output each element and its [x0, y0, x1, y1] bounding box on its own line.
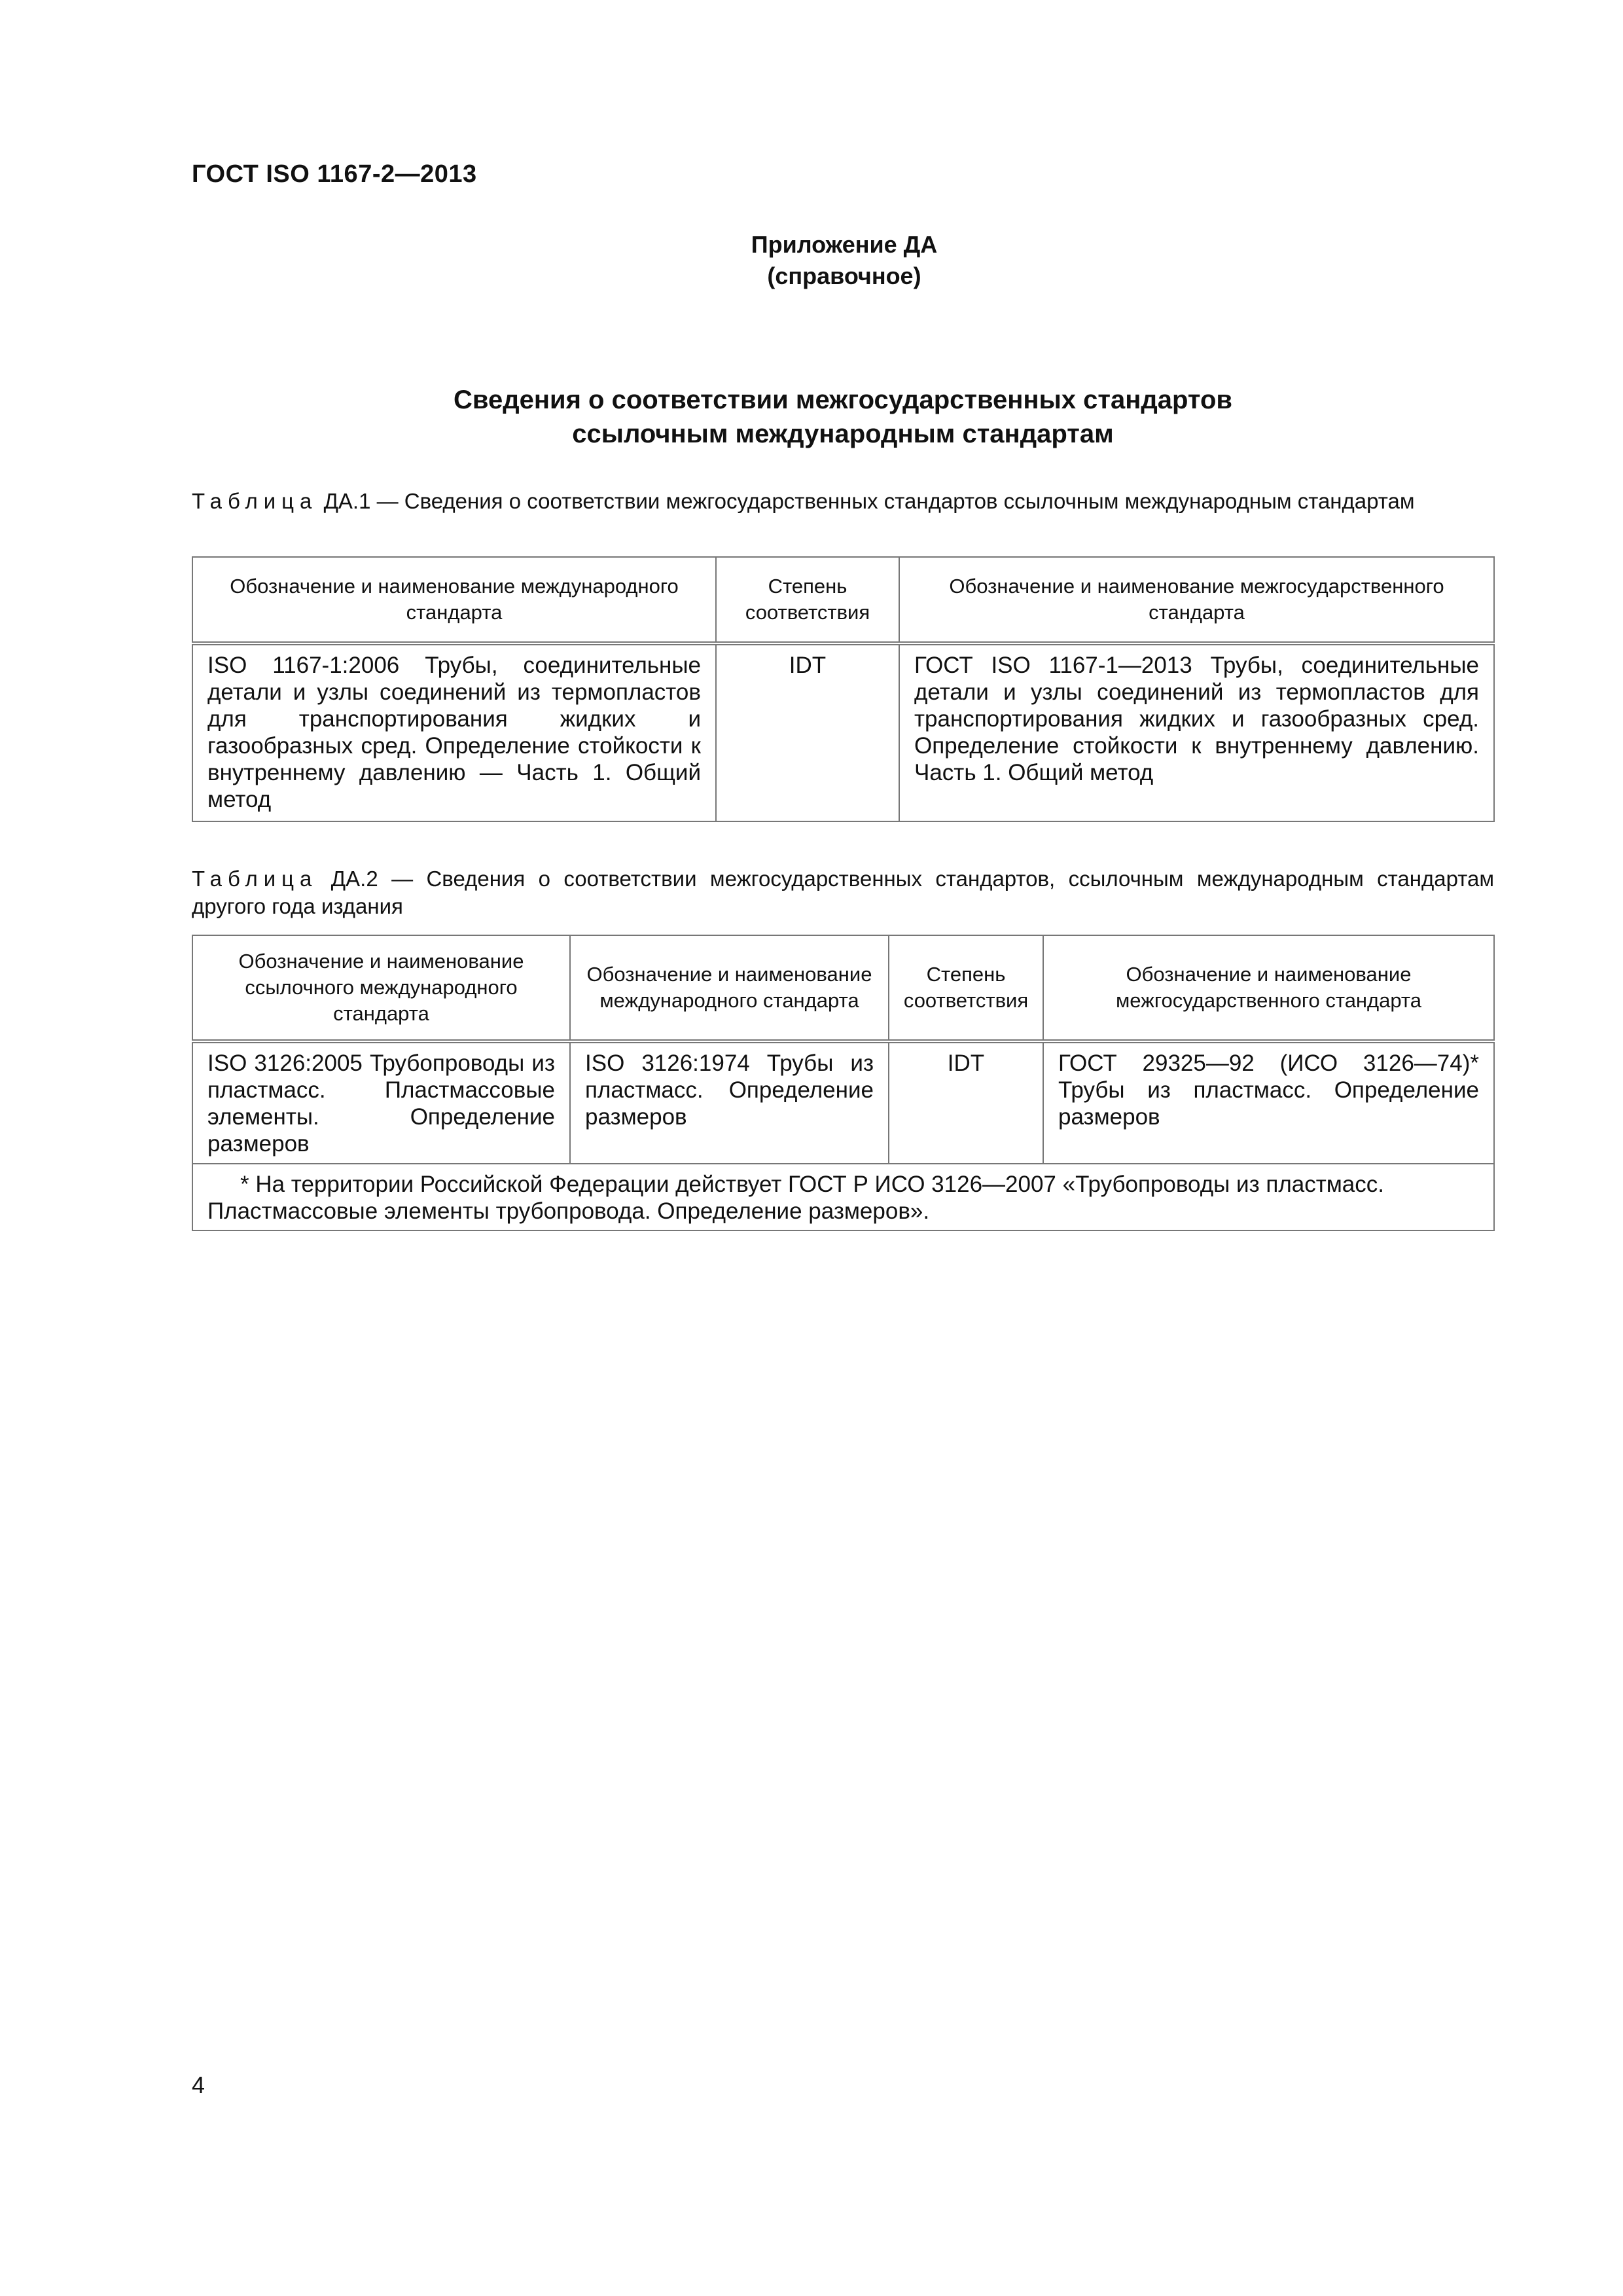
table2-header-interstate-standard: Обозначение и наименование межгосударственного стандарта [1043, 935, 1494, 1041]
table-footnote-row [192, 1164, 1494, 1230]
table2-header-ref-intl-standard: Обозначение и наименование ссылочного международного стандарта [192, 935, 570, 1041]
table-row [192, 1041, 1494, 1164]
table1-header-degree: Степень соответствия [716, 557, 899, 643]
section-title [192, 383, 1494, 451]
table2-footnote-cell [192, 1164, 1494, 1230]
table1-header-interstate-standard: Обозначение и наименование межгосударственного стандарта [899, 557, 1494, 643]
table-da2 [192, 935, 1495, 1231]
table1-cell-degree: IDT [716, 643, 899, 821]
appendix-type: (справочное) [767, 262, 921, 289]
table2-header-degree: Степень соответствия [889, 935, 1043, 1041]
appendix-heading [0, 229, 1623, 292]
document-code: ГОСТ ISO 1167-2—2013 [192, 160, 477, 188]
table1-caption-prefix: Таблица [192, 489, 318, 513]
table1-caption-text: ДА.1 — Сведения о соответствии межгосударственных стандартов ссылочным международным стандартам [323, 489, 1415, 513]
table2-cell-ref-intl-standard: ISO 3126:2005 Трубопроводы из пластмасс. Пластмассовые элементы. Определение размеров [192, 1041, 570, 1164]
table-row [192, 643, 1494, 821]
appendix-title: Приложение ДА [751, 231, 938, 258]
table2-cell-degree: IDT [889, 1041, 1043, 1164]
table2-footnote: * На территории Российской Федерации действует ГОСТ Р ИСО 3126—2007 «Трубопроводы из пластмасс. Пластмассовые элементы трубопровода. Определение размеров». [207, 1172, 1385, 1224]
section-title-line-1: Сведения о соответствии межгосударственных стандартов [454, 386, 1232, 414]
table2-cell-intl-standard: ISO 3126:1974 Трубы из пластмасс. Определение размеров [570, 1041, 889, 1164]
page-number: 4 [192, 2072, 205, 2098]
table1-caption [192, 488, 1494, 515]
table2-header-intl-standard: Обозначение и наименование международного стандарта [570, 935, 889, 1041]
table1-header-intl-standard: Обозначение и наименование международного стандарта [192, 557, 716, 643]
table2-caption-prefix: Таблица [192, 867, 318, 891]
table-da1 [192, 556, 1495, 822]
table2-caption [192, 865, 1494, 920]
table2-cell-interstate-standard: ГОСТ 29325—92 (ИСО 3126—74)* Трубы из пластмасс. Определение размеров [1043, 1041, 1494, 1164]
table1-cell-interstate-standard: ГОСТ ISO 1167-1—2013 Трубы, соединительные детали и узлы соединений из термопластов для транспортирования жидких и газообразных сред. Определение стойкости к внутреннему давлению. Часть 1. Общий метод [899, 643, 1494, 821]
table2-caption-text: ДА.2 — Сведения о соответствии межгосударственных стандартов, ссылочным международным стандартам другого года издания [192, 867, 1495, 918]
table1-cell-intl-standard: ISO 1167-1:2006 Трубы, соединительные детали и узлы соединений из термопластов для транспортирования жидких и газообразных сред. Определение стойкости к внутреннему давлению — Часть 1. Общий метод [192, 643, 716, 821]
table-header-row [192, 935, 1494, 1041]
section-title-line-2: ссылочным международным стандартам [572, 420, 1114, 448]
table-header-row [192, 557, 1494, 643]
